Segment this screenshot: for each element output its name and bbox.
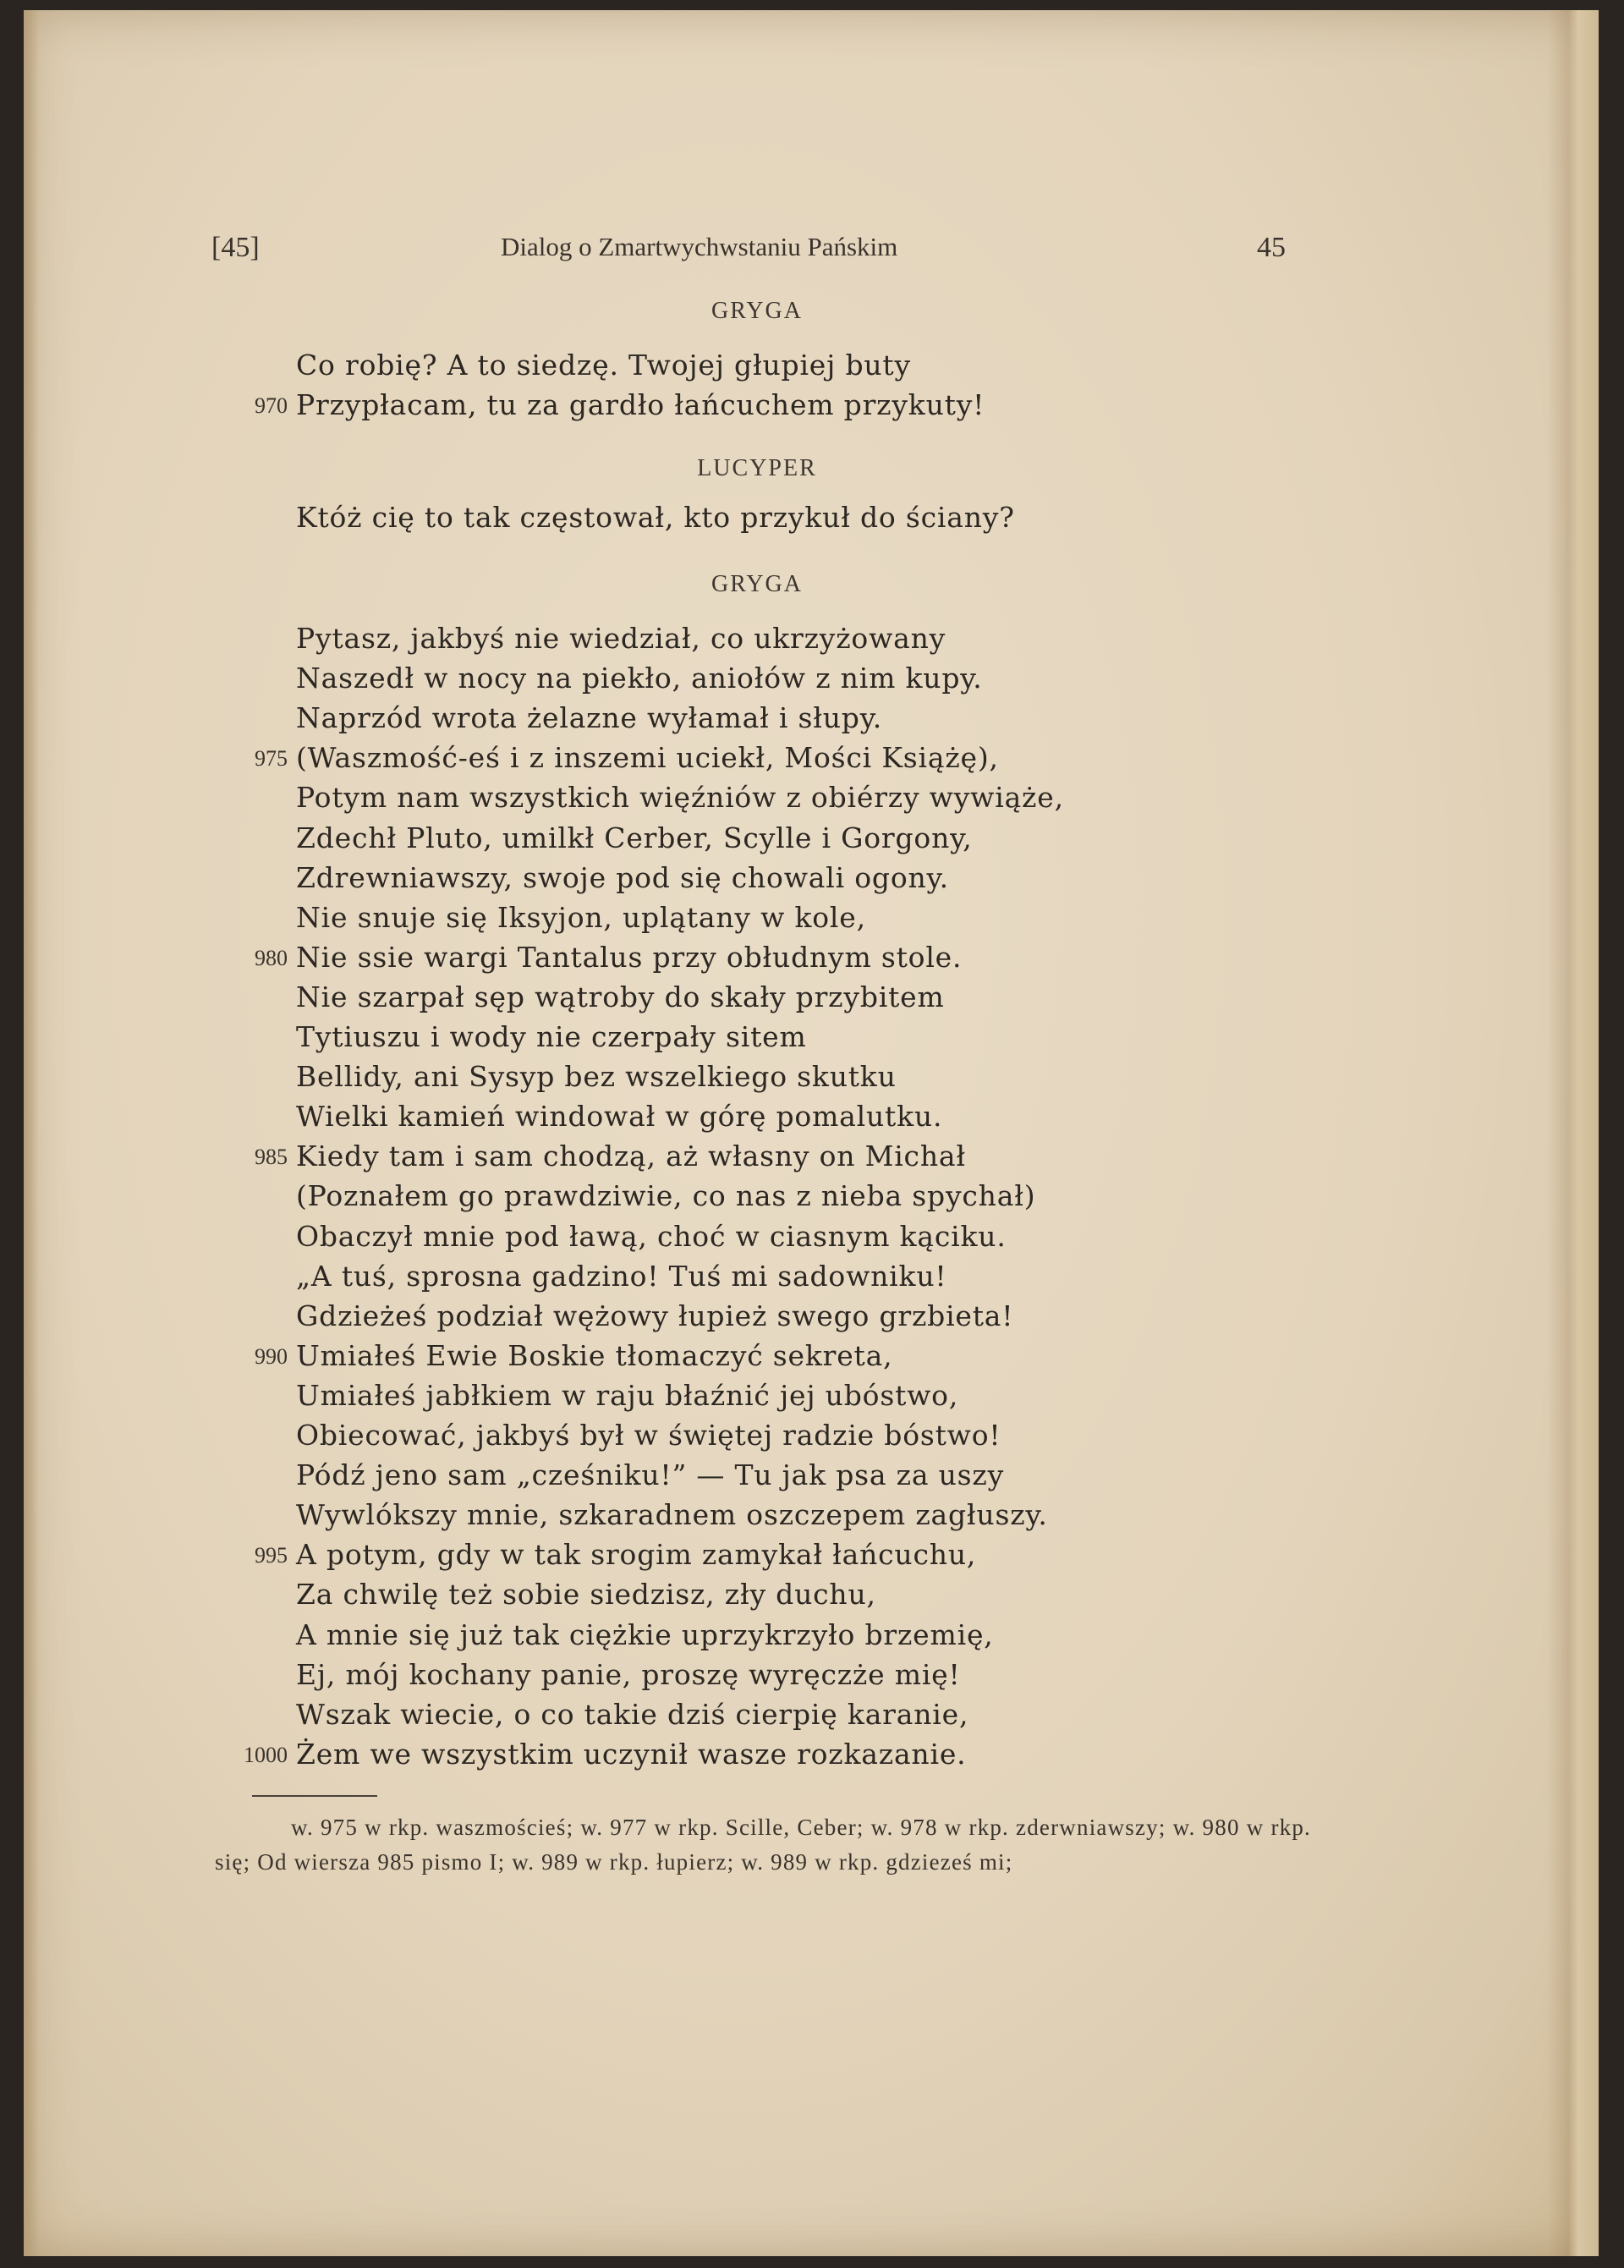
page-left-edge [24,10,39,2256]
verse-line: Za chwilę też sobie siedzisz, zły duchu, [296,1578,876,1612]
line-number: 1000 [244,1742,288,1767]
verse-line: Ej, mój kochany panie, proszę wyręczże mię! [296,1657,961,1691]
line-number: 985 [255,1145,288,1170]
verse-line: Umiałeś jabłkiem w raju błaźnić jej ubóstwo, [296,1378,959,1412]
verse-line: Nie szarpał sęp wątroby do skały przybitem [296,980,945,1013]
page-right-edge [1548,10,1599,2256]
line-number: 970 [255,393,288,419]
speaker-name: GRYGA [710,298,803,324]
verse-line: Tytiuszu i wody nie czerpały sitem [296,1020,807,1053]
verse-line: Gdzieżeś podział wężowy łupież swego grzbieta! [296,1299,1014,1332]
line-number: 990 [255,1343,288,1369]
verse-line: „A tuś, sprosna gadzino! Tuś mi sadowniku! [296,1259,947,1293]
verse-line: Któż cię to tak częstował, kto przykuł do ściany? [296,501,1015,534]
verse-line: Nie ssie wargi Tantalus przy obłudnym stole. [296,940,963,974]
line-number: 980 [255,945,288,970]
verse-line: Pytasz, jakbyś nie wiedział, co ukrzyżowany [296,622,946,655]
verse-line: A mnie się już tak ciężkie uprzykrzyło brzemię, [296,1617,994,1651]
verse-line: Żem we wszystkim uczynił wasze rozkazanie. [296,1737,967,1771]
verse-line: Bellidy, ani Sysyp bez wszelkiego skutku [296,1060,897,1094]
footnotes: w. 975 w rkp. waszmościeś; w. 977 w rkp. Scille, Ceber; w. 978 w rkp. zderwniawszy; w. 980 w rkp. się; Od wiersza 985 pismo I; w. 989 w rkp. łupierz; w. 989 w rkp. gdzieześ mi; [215,1815,1311,1875]
verse-line: Co robię? A to siedzę. Twojej głupiej buty [296,349,911,382]
speaker-name: LUCYPER [697,455,817,481]
verse-line: Zdrewniawszy, swoje pod się chowali ogony. [296,860,949,894]
page-number-bracketed: [45] [211,232,260,263]
book-page [24,10,1599,2256]
verse-line: A potym, gdy w tak srogim zamykał łańcuchu, [296,1538,977,1572]
verse-line: Wywlókszy mnie, szkaradnem oszczepem zagłuszy. [296,1498,1048,1532]
running-title: Dialog o Zmartwychwstaniu Pańskim [501,232,898,261]
verse-line: (Poznałem go prawdziwie, co nas z nieba spychał) [296,1179,1036,1213]
verse-line: Obiecować, jakbyś był w świętej radzie bóstwo! [296,1419,1001,1452]
verse-line: Nie snuje się Iksyjon, uplątany w kole, [296,900,866,934]
verse-line: Pódź jeno sam „cześniku!” — Tu jak psa za uszy [296,1458,1005,1492]
verse-line: Zdechł Pluto, umilkł Cerber, Scylle i Gorgony, [296,821,973,854]
footnote-rule [252,1795,377,1797]
line-number: 975 [255,746,288,772]
speaker-name: GRYGA [710,571,803,597]
verse-line: Naszedł w nocy na piekło, aniołów z nim kupy. [296,662,983,695]
verse-line: Umiałeś Ewie Boskie tłomaczyć sekreta, [296,1338,893,1372]
verse-line: Wielki kamień windował w górę pomalutku. [296,1100,943,1134]
page-number: 45 [1257,232,1286,263]
verse-line: Naprzód wrota żelazne wyłamał i słupy. [296,701,883,735]
verse-line: Potym nam wszystkich więźniów z obiérzy wywiąże, [296,781,1064,815]
verse-line: Przypłacam, tu za gardło łańcuchem przykuty! [296,388,985,422]
line-number: 995 [255,1543,288,1568]
verse-line: (Waszmość-eś i z inszemi uciekł, Mości Książę), [296,741,999,775]
running-header [211,232,1286,274]
verse-line: Obaczył mnie pod ławą, choć w ciasnym kąciku. [296,1219,1007,1253]
verse-line: Wszak wiecie, o co takie dziś cierpię karanie, [296,1697,969,1731]
verse-line: Kiedy tam i sam chodzą, aż własny on Michał [296,1139,966,1173]
